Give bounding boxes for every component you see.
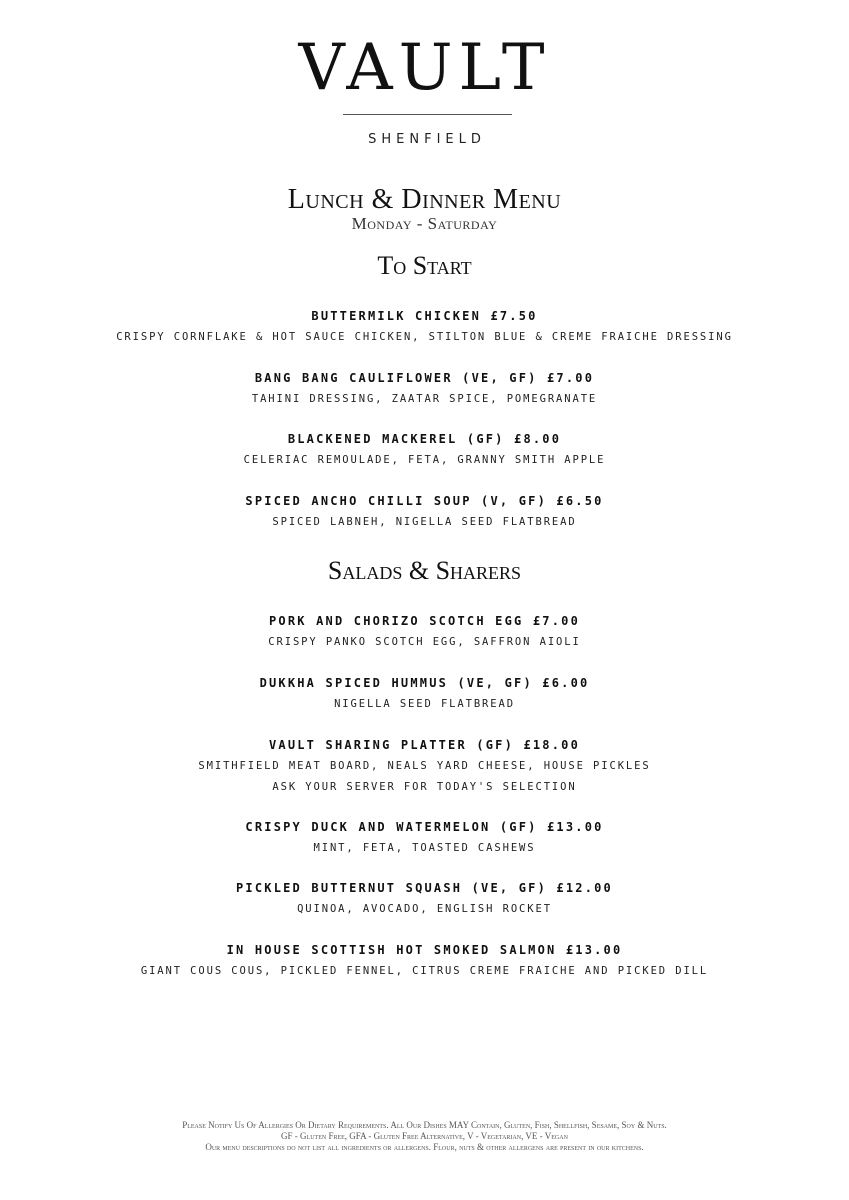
section-title-salads-sharers: Salads & Sharers [327,556,522,585]
menu-item [0,368,849,410]
menu-item-name: VAULT SHARING PLATTER (GF) £18.00 [268,738,580,752]
allergen-notice [0,1120,849,1153]
location-label: SHENFIELD [368,132,486,147]
menu-item-name: BANG BANG CAULIFLOWER (VE, GF) £7.00 [254,371,595,385]
allergen-notice-line: Please Notify Us Of Allergies Or Dietary Requirements. All Our Dishes MAY Contain, Gluten, Fish, Shellfish, Sesame, Soy & Nuts. [182,1120,667,1130]
menu-item [0,735,849,798]
menu-item-name: BUTTERMILK CHICKEN £7.50 [311,309,538,323]
menu-item-description: SPICED LABNEH, NIGELLA SEED FLATBREAD [272,516,577,528]
brand-logo: VAULT [298,31,551,105]
menu-item-description: SMITHFIELD MEAT BOARD, NEALS YARD CHEESE, HOUSE PICKLES [198,760,651,772]
menu-item [0,306,849,348]
menu-item-name: DUKKHA SPICED HUMMUS (VE, GF) £6.00 [259,676,590,690]
menu-item [0,429,849,471]
brand-divider [343,114,512,115]
menu-item-description: QUINOA, AVOCADO, ENGLISH ROCKET [297,903,552,915]
menu-item-name: SPICED ANCHO CHILLI SOUP (V, GF) £6.50 [245,494,604,508]
menu-item-description: GIANT COUS COUS, PICKLED FENNEL, CITRUS CREME FRAICHE AND PICKED DILL [140,965,709,977]
dietary-key-line: GF - Gluten Free, GFA - Gluten Free Alternative, V - Vegetarian, VE - Vegan [281,1131,568,1141]
menu-item-note: ASK YOUR SERVER FOR TODAY'S SELECTION [272,781,577,793]
menu-item-description: CELERIAC REMOULADE, FETA, GRANNY SMITH APPLE [243,454,606,466]
ingredients-disclaimer-line: Our menu descriptions do not list all ingredients or allergens. Flour, nuts & other allergens are present in our kitchens. [205,1142,644,1152]
menu-item-name: IN HOUSE SCOTTISH HOT SMOKED SALMON £13.00 [226,943,623,957]
menu-item-description: TAHINI DRESSING, ZAATAR SPICE, POMEGRANATE [251,393,598,405]
menu-item-description: CRISPY PANKO SCOTCH EGG, SAFFRON AIOLI [268,636,581,648]
menu-item [0,673,849,715]
menu-item [0,491,849,533]
menu-item [0,878,849,920]
menu-item-description: MINT, FETA, TOASTED CASHEWS [313,842,536,854]
menu-item-name: PICKLED BUTTERNUT SQUASH (VE, GF) £12.00 [236,881,613,895]
menu-item-description: NIGELLA SEED FLATBREAD [334,698,515,710]
menu-item-name: BLACKENED MACKEREL (GF) £8.00 [287,432,562,446]
section-title-to-start: To Start [377,251,472,280]
menu-item [0,817,849,859]
menu-title: Lunch & Dinner Menu [287,184,562,215]
menu-item [0,940,849,982]
menu-item [0,611,849,653]
menu-days: Monday - Saturday [351,214,498,233]
menu-item-name: CRISPY DUCK AND WATERMELON (GF) £13.00 [245,820,604,834]
menu-item-description: CRISPY CORNFLAKE & HOT SAUCE CHICKEN, STILTON BLUE & CREME FRAICHE DRESSING [116,331,733,343]
menu-item-name: PORK AND CHORIZO SCOTCH EGG £7.00 [268,614,580,628]
